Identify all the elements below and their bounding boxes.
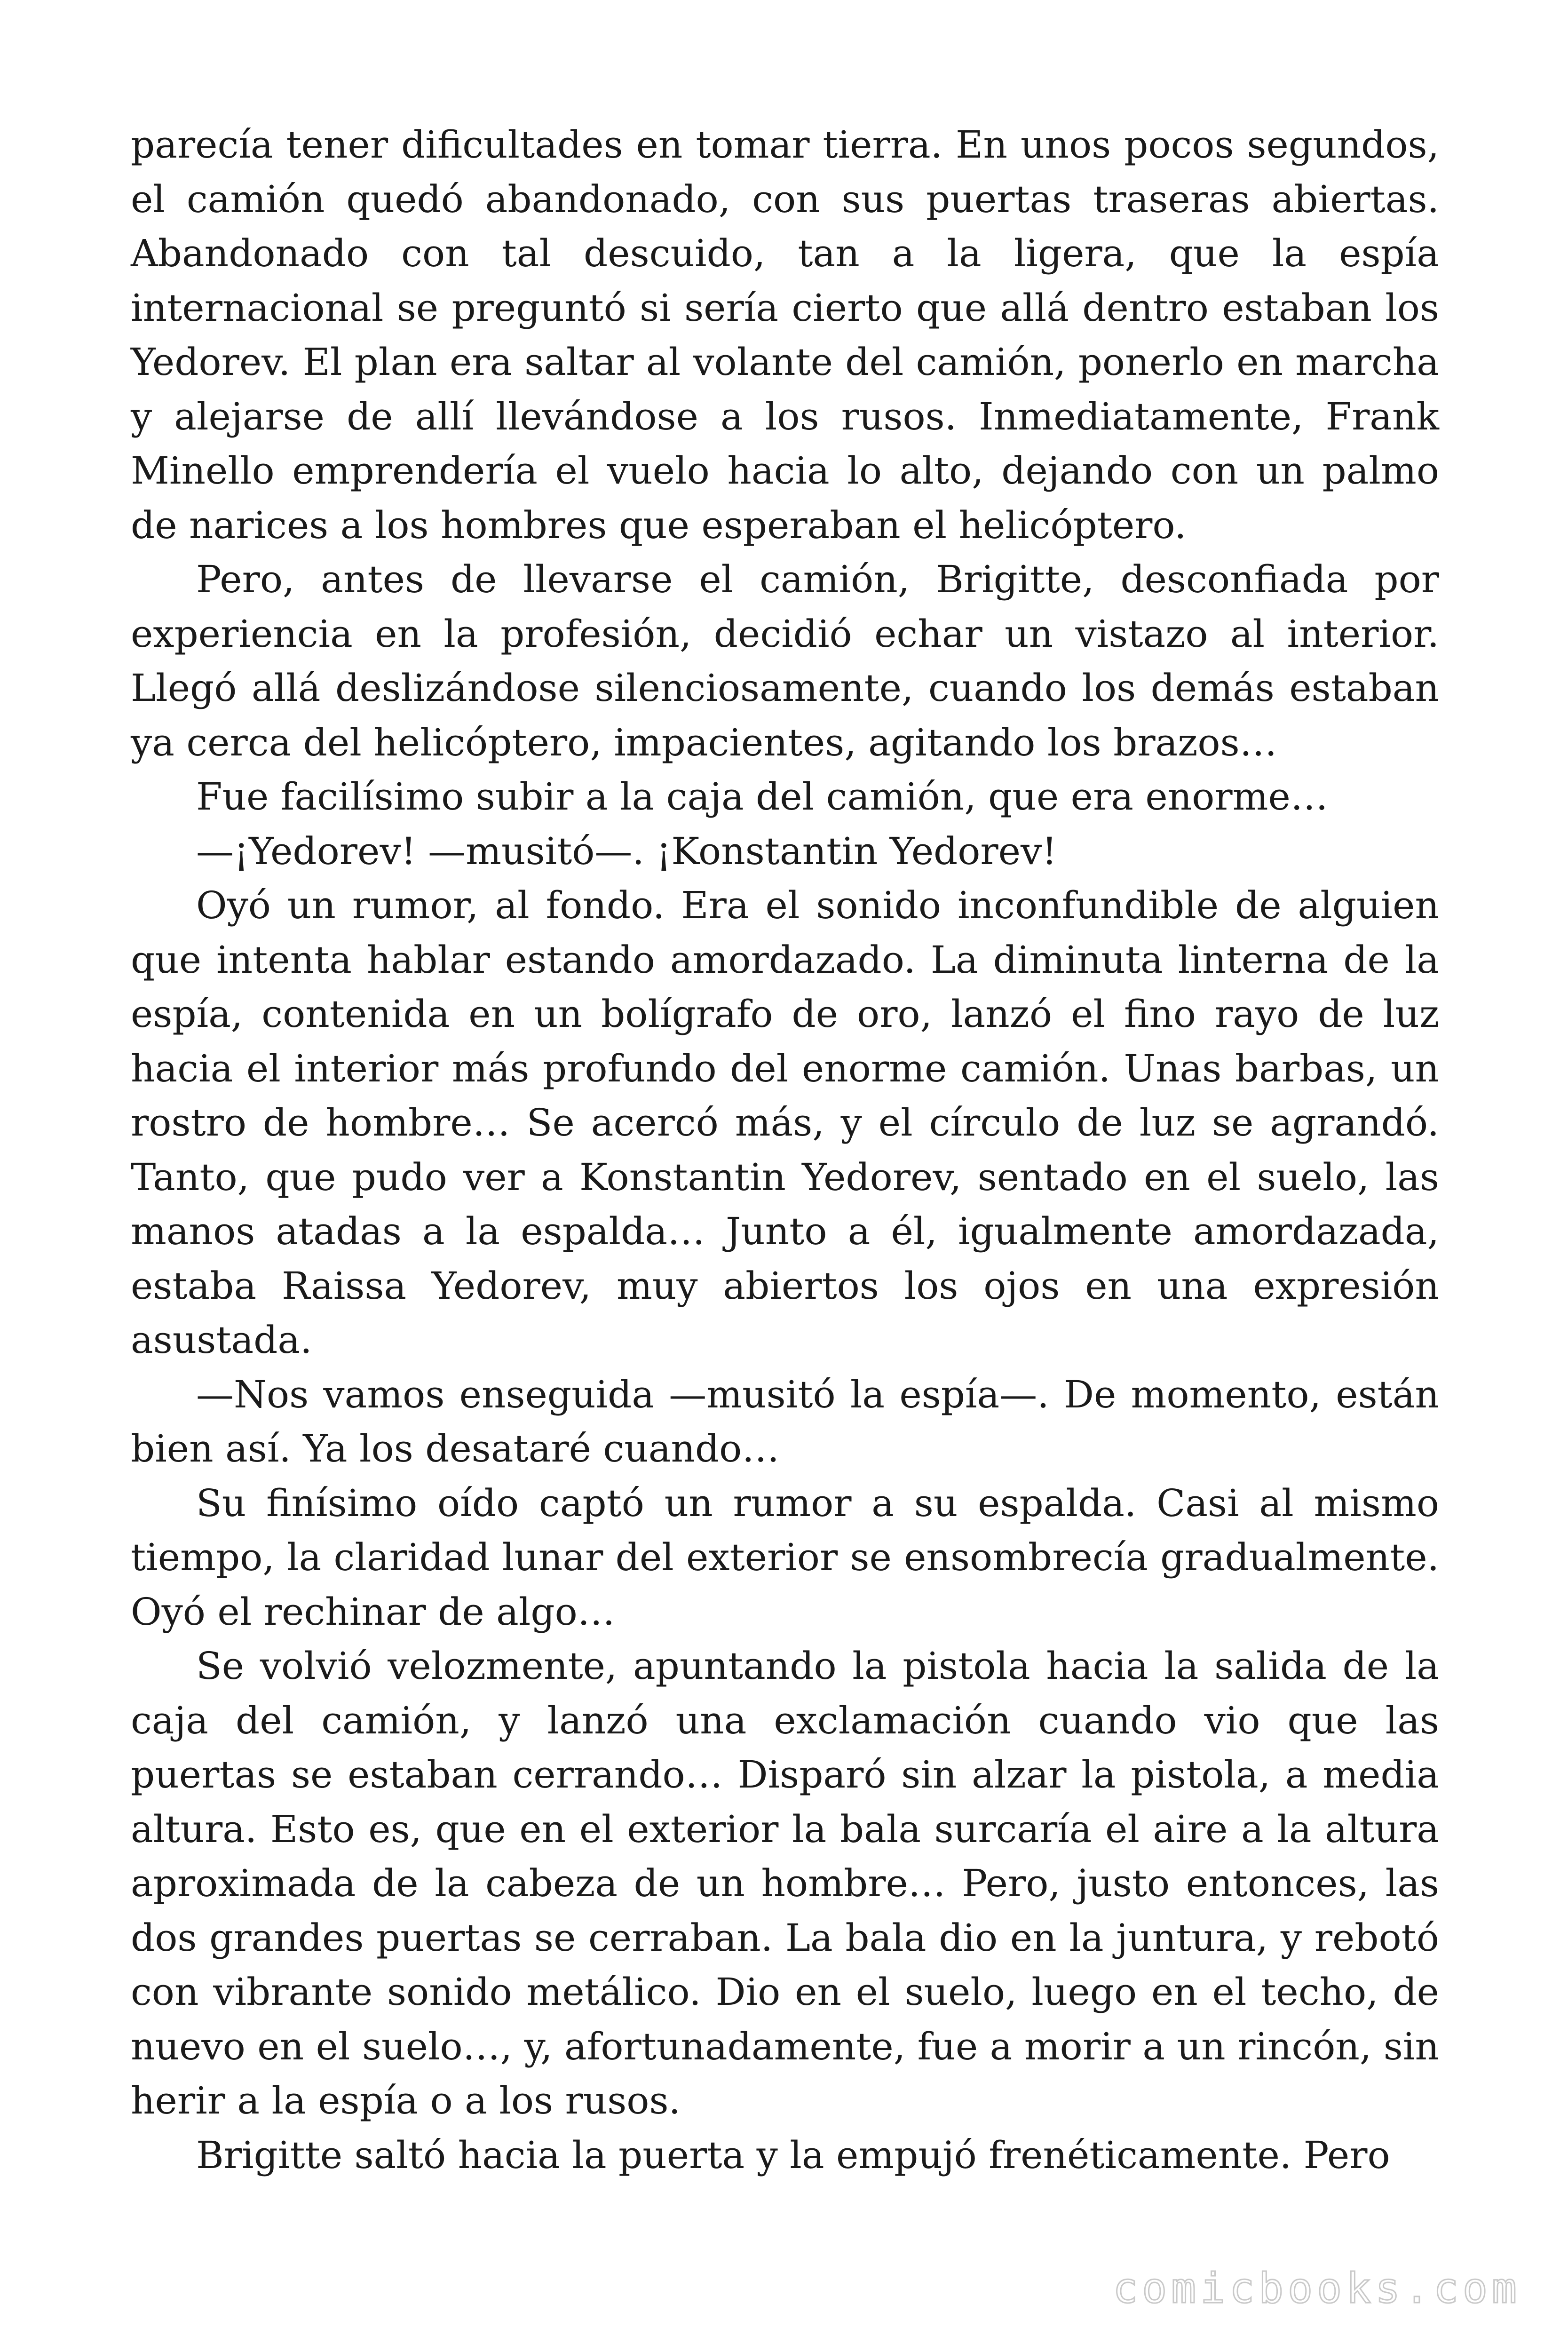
book-page	[131, 118, 1439, 2182]
paragraph-7: Su finísimo oído captó un rumor a su espalda. Casi al mismo tiempo, la claridad lunar del exterior se ensombrecía gradualmente. Oyó el rechinar de algo…	[131, 1481, 1439, 1634]
paragraph-2: Pero, antes de llevarse el camión, Brigitte, desconfiada por experiencia en la profesión, decidió echar un vistazo al interior. Llegó allá deslizándose silenciosamente, cuando los demás estaban ya cerca del helicóptero, impacientes, agitando los brazos…	[131, 557, 1439, 764]
paragraph-6: —Nos vamos enseguida —musitó la espía—. De momento, están bien así. Ya los desataré cuando…	[131, 1372, 1439, 1470]
paragraph-3: Fue facilísimo subir a la caja del camión, que era enorme…	[196, 775, 1328, 818]
paragraph-5: Oyó un rumor, al fondo. Era el sonido inconfundible de alguien que intenta hablar estando amordazado. La diminuta linterna de la espía, contenida en un bolígrafo de oro, lanzó el fino rayo de luz hacia el interior más profundo del enorme camión. Unas barbas, un rostro de hombre… Se acercó más, y el círculo de luz se agrandó. Tanto, que pudo ver a Konstantin Yedorev, sentado en el suelo, las manos atadas a la espalda… Junto a él, igualmente amordazada, estaba Raissa Yedorev, muy abiertos los ojos en una expresión asustada.	[131, 883, 1439, 1362]
watermark-text: comicbooks.com	[1113, 2264, 1521, 2312]
paragraph-1: parecía tener dificultades en tomar tierra. En unos pocos segundos, el camión quedó abandonado, con sus puertas traseras abiertas. Abandonado con tal descuido, tan a la ligera, que la espía internacional se preguntó si sería cierto que allá dentro estaban los Yedorev. El plan era saltar al volante del camión, ponerlo en marcha y alejarse de allí llevándose a los rusos. Inmediatamente, Frank Minello emprendería el vuelo hacia lo alto, dejando con un palmo de narices a los hombres que esperaban el helicóptero.	[131, 123, 1439, 547]
paragraph-4: —¡Yedorev! —musitó—. ¡Konstantin Yedorev!	[196, 829, 1057, 873]
paragraph-8: Se volvió velozmente, apuntando la pistola hacia la salida de la caja del camión, y lanzó una exclamación cuando vio que las puertas se estaban cerrando… Disparó sin alzar la pistola, a media altura. Esto es, que en el exterior la bala surcaría el aire a la altura aproximada de la cabeza de un hombre… Pero, justo entonces, las dos grandes puertas se cerraban. La bala dio en la juntura, y rebotó con vibrante sonido metálico. Dio en el suelo, luego en el techo, de nuevo en el suelo…, y, afortunadamente, fue a morir a un rincón, sin herir a la espía o a los rusos.	[131, 1644, 1439, 2122]
paragraph-9: Brigitte saltó hacia la puerta y la empujó frenéticamente. Pero	[196, 2133, 1390, 2177]
